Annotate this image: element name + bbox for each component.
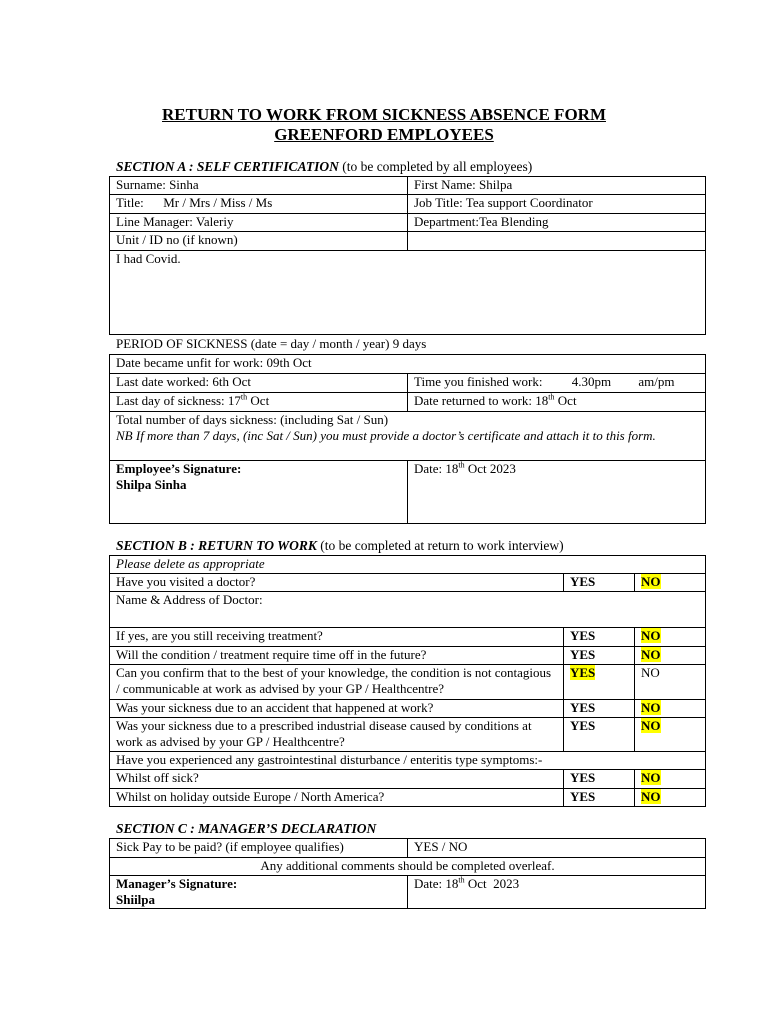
employee-date-field[interactable] [408, 461, 706, 524]
sickness-reason-field[interactable]: I had Covid. [110, 251, 706, 335]
doctor-no-selected: NO [641, 574, 661, 589]
manager-date-field[interactable] [408, 876, 706, 909]
manager-signature-field[interactable] [110, 876, 408, 909]
treatment-yes-option[interactable]: YES [564, 628, 635, 647]
delete-instruction: Please delete as appropriate [110, 556, 706, 574]
section-a-note: (to be completed by all employees) [342, 159, 533, 174]
period-table [109, 354, 706, 524]
section-a-title: SECTION A : SELF CERTIFICATION [116, 159, 339, 174]
last-sick-day-prefix: Last day of sickness: 17 [116, 393, 241, 408]
surname-field[interactable]: Surname: Sinha [110, 177, 408, 195]
section-c-title: SECTION C : MANAGER’S DECLARATION [116, 821, 377, 836]
sick-pay-question: Sick Pay to be paid? (if employee qualifies) [110, 839, 408, 858]
section-b-title: SECTION B : RETURN TO WORK [116, 538, 317, 553]
total-days-field[interactable] [110, 412, 706, 461]
doctor-yes-option[interactable]: YES [564, 574, 635, 592]
sick-pay-answer[interactable]: YES / NO [408, 839, 706, 858]
q-industrial-disease: Was your sickness due to a prescribed industrial disease caused by conditions at work as advised by your GP / Healthcentre? [110, 718, 564, 752]
total-days-label: Total number of days sickness: (including Sat / Sun) [116, 412, 389, 427]
date-unfit-field[interactable]: Date became unfit for work: 09th Oct [110, 355, 706, 374]
whilst-sick-no-selected: NO [641, 770, 661, 785]
q-receiving-treatment: If yes, are you still receiving treatment? [110, 628, 564, 647]
future-no-selected: NO [641, 647, 661, 662]
title-field[interactable]: Title: Mr / Mrs / Miss / Ms [110, 195, 408, 214]
doctor-no-option[interactable] [635, 574, 706, 592]
employee-date-prefix: Date: 18 [414, 461, 459, 476]
last-sick-day-suffix: Oct [247, 393, 270, 408]
q-whilst-off-sick: Whilst off sick? [110, 770, 564, 789]
manager-signature-label: Manager’s Signature: [116, 876, 238, 891]
employee-date-suffix: Oct 2023 [464, 461, 516, 476]
holiday-no-selected: NO [641, 789, 661, 804]
future-yes-option[interactable]: YES [564, 647, 635, 665]
accident-yes-option[interactable]: YES [564, 700, 635, 718]
period-heading: PERIOD OF SICKNESS (date = day / month / year) 9 days [116, 336, 427, 351]
whilst-sick-yes-option[interactable]: YES [564, 770, 635, 789]
manager-date-prefix: Date: 18 [414, 876, 459, 891]
date-returned-prefix: Date returned to work: 18 [414, 393, 549, 408]
section-b-table [109, 555, 706, 807]
q-visited-doctor: Have you visited a doctor? [110, 574, 564, 592]
employee-signature-name: Shilpa Sinha [116, 477, 187, 492]
first-name-field[interactable]: First Name: Shilpa [408, 177, 706, 195]
q-gastro-symptoms: Have you experienced any gastrointestinal disturbance / enteritis type symptoms:- [110, 752, 706, 770]
date-returned-suffix: Oct [554, 393, 577, 408]
industrial-yes-option[interactable]: YES [564, 718, 635, 752]
section-a-table [109, 176, 706, 335]
time-finished-field[interactable] [408, 374, 706, 393]
form-title-line2: GREENFORD EMPLOYEES [274, 125, 494, 144]
contagious-yes-selected: YES [570, 665, 596, 680]
unit-id-field[interactable] [408, 232, 706, 251]
employee-date-sup: th [458, 460, 465, 470]
section-c-table [109, 838, 706, 909]
employee-signature-label: Employee’s Signature: [116, 461, 242, 476]
section-c-heading [116, 821, 376, 837]
date-returned-sup: th [548, 392, 555, 402]
manager-signature-name: Shiilpa [116, 892, 156, 907]
q-future-time-off: Will the condition / treatment require time off in the future? [110, 647, 564, 665]
last-worked-field[interactable]: Last date worked: 6th Oct [110, 374, 408, 393]
accident-no-option[interactable] [635, 700, 706, 718]
additional-comments-note: Any additional comments should be completed overleaf. [110, 858, 706, 876]
time-finished-unit: am/pm [638, 374, 675, 389]
section-a-heading [116, 159, 532, 175]
manager-date-suffix: Oct 2023 [464, 876, 520, 891]
doctor-address-field[interactable]: Name & Address of Doctor: [110, 592, 706, 628]
industrial-no-selected: NO [641, 718, 661, 733]
accident-no-selected: NO [641, 700, 661, 715]
form-title-line1: RETURN TO WORK FROM SICKNESS ABSENCE FORM [162, 105, 606, 124]
line-manager-field[interactable]: Line Manager: Valeriy [110, 214, 408, 232]
employee-signature-field[interactable] [110, 461, 408, 524]
section-b-heading [116, 538, 564, 554]
treatment-no-option[interactable] [635, 628, 706, 647]
treatment-no-selected: NO [641, 628, 661, 643]
section-b-note: (to be completed at return to work interview) [320, 538, 564, 553]
q-holiday-outside: Whilst on holiday outside Europe / North America? [110, 789, 564, 807]
contagious-no-option[interactable]: NO [635, 665, 706, 700]
holiday-yes-option[interactable]: YES [564, 789, 635, 807]
department-field[interactable]: Department:Tea Blending [408, 214, 706, 232]
job-title-field[interactable]: Job Title: Tea support Coordinator [408, 195, 706, 214]
unit-id-label: Unit / ID no (if known) [110, 232, 408, 251]
time-finished-value: 4.30pm [571, 374, 612, 389]
last-sick-day-sup: th [240, 392, 248, 402]
last-sick-day-field[interactable] [110, 393, 408, 412]
holiday-no-option[interactable] [635, 789, 706, 807]
nb-note: NB If more than 7 days, (inc Sat / Sun) you must provide a doctor’s certificate and attach it to this form. [116, 428, 656, 443]
contagious-yes-option[interactable] [564, 665, 635, 700]
q-not-contagious: Can you confirm that to the best of your knowledge, the condition is not contagious / communicable at work as advised by your GP / Healthcentre? [110, 665, 564, 700]
industrial-no-option[interactable] [635, 718, 706, 752]
manager-date-sup: th [458, 875, 465, 885]
date-returned-field[interactable] [408, 393, 706, 412]
future-no-option[interactable] [635, 647, 706, 665]
time-finished-label: Time you finished work: [414, 374, 543, 389]
q-accident-at-work: Was your sickness due to an accident that happened at work? [110, 700, 564, 718]
whilst-sick-no-option[interactable] [635, 770, 706, 789]
